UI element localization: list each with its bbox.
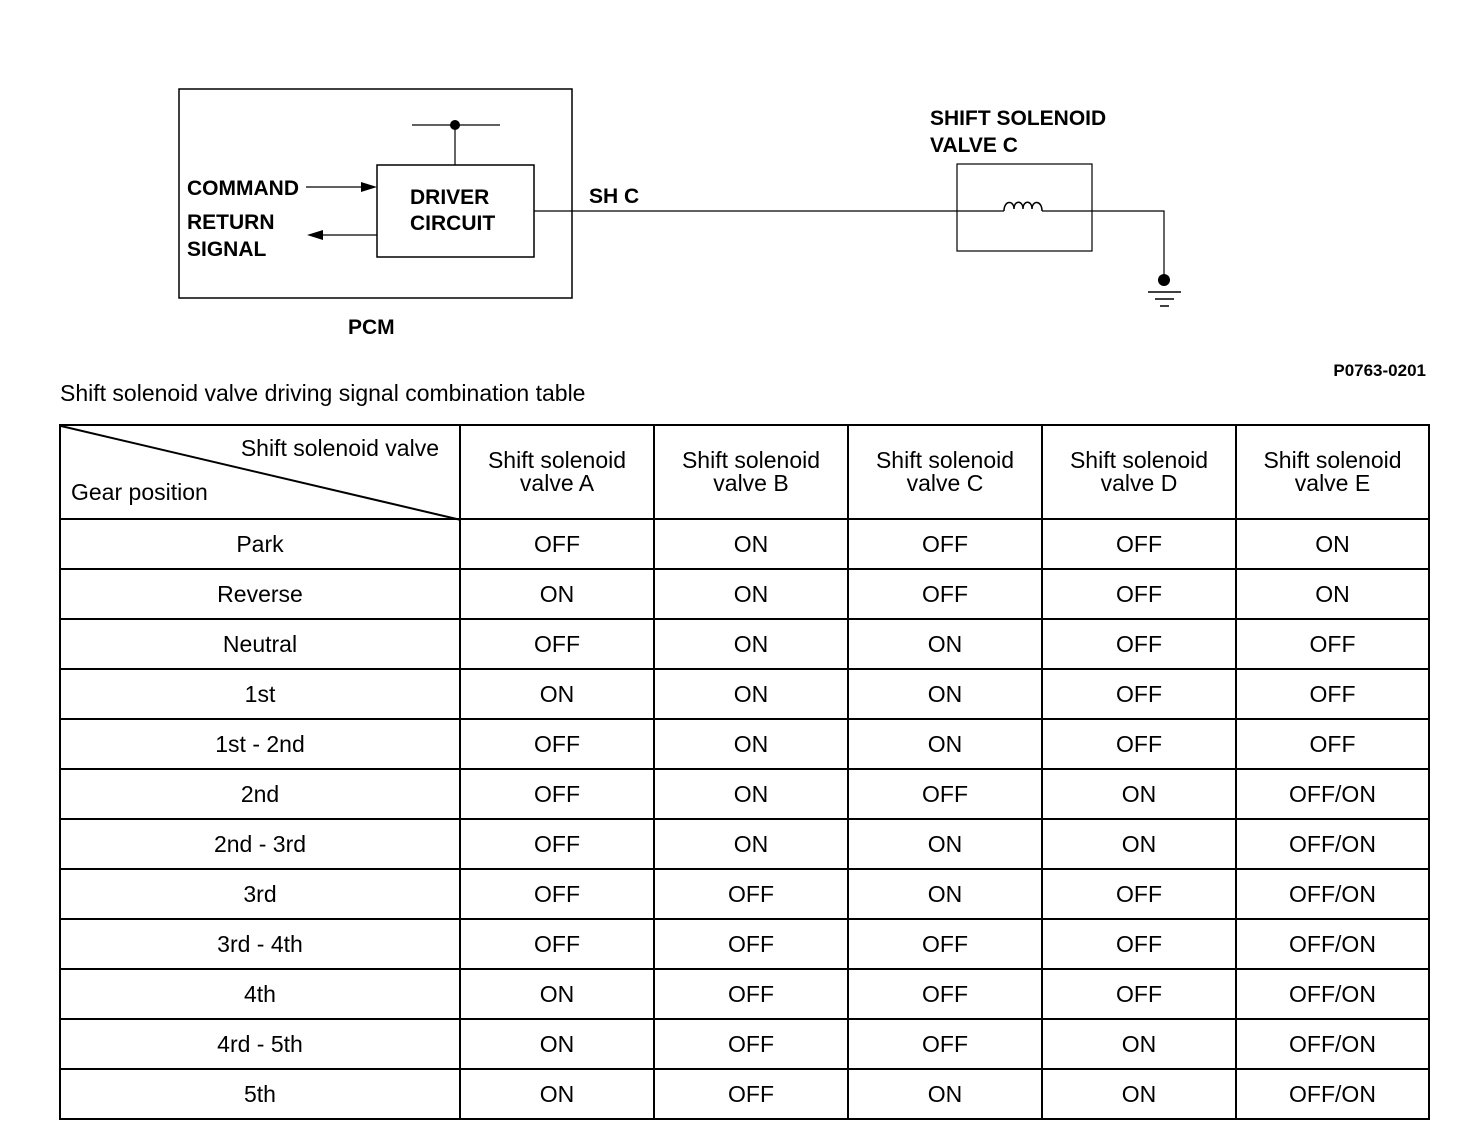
wire-label: SH C <box>589 185 640 208</box>
valve-state-cell: ON <box>654 619 848 669</box>
valve-state-cell: OFF <box>460 919 654 969</box>
gear-position-cell: 1st - 2nd <box>60 719 460 769</box>
table-row <box>60 819 1429 869</box>
valve-state-cell: OFF <box>460 719 654 769</box>
valve-state-cell: OFF <box>1042 919 1236 969</box>
valve-state-cell: OFF <box>1042 719 1236 769</box>
valve-state-cell: ON <box>460 1019 654 1069</box>
solenoid-label-line1: SHIFT SOLENOID <box>930 107 1107 130</box>
valve-state-cell: ON <box>1236 569 1429 619</box>
table-row <box>60 669 1429 719</box>
coil-icon <box>1004 202 1042 211</box>
column-header-valve-d: Shift solenoid valve D <box>1042 425 1236 519</box>
valve-state-cell: OFF <box>654 1019 848 1069</box>
valve-state-cell: OFF <box>848 519 1042 569</box>
table-row <box>60 969 1429 1019</box>
driver-label-line1: DRIVER <box>410 186 490 209</box>
valve-state-cell: OFF <box>1236 669 1429 719</box>
valve-state-cell: ON <box>848 719 1042 769</box>
valve-state-cell: OFF <box>654 869 848 919</box>
gear-position-cell: 2nd <box>60 769 460 819</box>
valve-state-cell: OFF/ON <box>1236 1019 1429 1069</box>
valve-state-cell: OFF <box>1042 619 1236 669</box>
valve-state-cell: OFF <box>460 769 654 819</box>
valve-state-cell: ON <box>1042 819 1236 869</box>
valve-state-cell: OFF <box>848 919 1042 969</box>
corner-valve-label: Shift solenoid valve <box>240 435 439 461</box>
valve-state-cell: ON <box>848 1069 1042 1119</box>
return-arrowhead <box>307 230 323 240</box>
valve-state-cell: OFF <box>460 519 654 569</box>
table-row <box>60 719 1429 769</box>
corner-header <box>60 425 460 519</box>
valve-state-cell: ON <box>1042 769 1236 819</box>
valve-state-cell: OFF <box>460 819 654 869</box>
gear-position-cell: 3rd <box>60 869 460 919</box>
gear-position-cell: Neutral <box>60 619 460 669</box>
valve-state-cell: ON <box>848 619 1042 669</box>
driver-circuit-box <box>377 165 534 257</box>
valve-state-cell: ON <box>848 819 1042 869</box>
column-header-valve-b: Shift solenoid valve B <box>654 425 848 519</box>
signal-combination-table <box>59 424 1430 1120</box>
solenoid-box <box>957 164 1092 251</box>
pcm-label: PCM <box>348 316 395 339</box>
valve-state-cell: OFF/ON <box>1236 869 1429 919</box>
valve-state-cell: OFF <box>654 969 848 1019</box>
valve-state-cell: ON <box>654 569 848 619</box>
valve-state-cell: ON <box>654 819 848 869</box>
gear-position-cell: 2nd - 3rd <box>60 819 460 869</box>
solenoid-label-line2: VALVE C <box>930 134 1018 157</box>
valve-state-cell: OFF <box>848 769 1042 819</box>
table-row <box>60 569 1429 619</box>
table-header-row <box>60 425 1429 519</box>
command-label: COMMAND <box>187 177 299 200</box>
ground-node <box>1158 274 1170 286</box>
valve-state-cell: OFF <box>848 569 1042 619</box>
table-row <box>60 869 1429 919</box>
valve-state-cell: ON <box>460 969 654 1019</box>
table-row <box>60 769 1429 819</box>
valve-state-cell: ON <box>848 669 1042 719</box>
gear-position-cell: 5th <box>60 1069 460 1119</box>
gear-position-cell: 4th <box>60 969 460 1019</box>
table-title: Shift solenoid valve driving signal combination table <box>60 380 586 406</box>
valve-state-cell: ON <box>654 669 848 719</box>
valve-state-cell: ON <box>1042 1069 1236 1119</box>
ground-wire <box>1042 211 1164 279</box>
valve-state-cell: OFF <box>848 1019 1042 1069</box>
valve-state-cell: OFF/ON <box>1236 1069 1429 1119</box>
valve-state-cell: ON <box>460 669 654 719</box>
table-row <box>60 1019 1429 1069</box>
circuit-diagram <box>0 0 1472 380</box>
valve-state-cell: ON <box>654 519 848 569</box>
valve-state-cell: ON <box>654 769 848 819</box>
valve-state-cell: ON <box>1236 519 1429 569</box>
gear-position-cell: 3rd - 4th <box>60 919 460 969</box>
valve-state-cell: OFF <box>1042 519 1236 569</box>
valve-state-cell: OFF <box>1042 969 1236 1019</box>
valve-state-cell: OFF/ON <box>1236 919 1429 969</box>
valve-state-cell: OFF <box>1042 569 1236 619</box>
reference-code: P0763-0201 <box>1333 361 1426 380</box>
command-arrowhead <box>361 182 377 192</box>
valve-state-cell: OFF <box>1042 869 1236 919</box>
valve-state-cell: OFF/ON <box>1236 769 1429 819</box>
valve-state-cell: OFF <box>460 869 654 919</box>
gear-position-cell: 1st <box>60 669 460 719</box>
table-row <box>60 519 1429 569</box>
valve-state-cell: OFF <box>1236 719 1429 769</box>
table-row <box>60 1069 1429 1119</box>
gear-position-cell: Park <box>60 519 460 569</box>
valve-state-cell: OFF <box>654 919 848 969</box>
valve-state-cell: ON <box>1042 1019 1236 1069</box>
valve-state-cell: OFF <box>460 619 654 669</box>
valve-state-cell: OFF <box>1236 619 1429 669</box>
gear-position-cell: Reverse <box>60 569 460 619</box>
table-row <box>60 619 1429 669</box>
valve-state-cell: ON <box>848 869 1042 919</box>
table-row <box>60 919 1429 969</box>
valve-state-cell: OFF/ON <box>1236 969 1429 1019</box>
column-header-valve-e: Shift solenoid valve E <box>1236 425 1429 519</box>
valve-state-cell: OFF <box>654 1069 848 1119</box>
column-header-valve-c: Shift solenoid valve C <box>848 425 1042 519</box>
valve-state-cell: ON <box>654 719 848 769</box>
valve-state-cell: OFF <box>1042 669 1236 719</box>
corner-gear-label: Gear position <box>71 479 208 505</box>
return-label-line1: RETURN <box>187 211 275 234</box>
column-header-valve-a: Shift solenoid valve A <box>460 425 654 519</box>
valve-state-cell: ON <box>460 1069 654 1119</box>
driver-label-line2: CIRCUIT <box>410 212 496 235</box>
return-label-line2: SIGNAL <box>187 238 267 261</box>
valve-state-cell: ON <box>460 569 654 619</box>
valve-state-cell: OFF/ON <box>1236 819 1429 869</box>
valve-state-cell: OFF <box>848 969 1042 1019</box>
gear-position-cell: 4rd - 5th <box>60 1019 460 1069</box>
